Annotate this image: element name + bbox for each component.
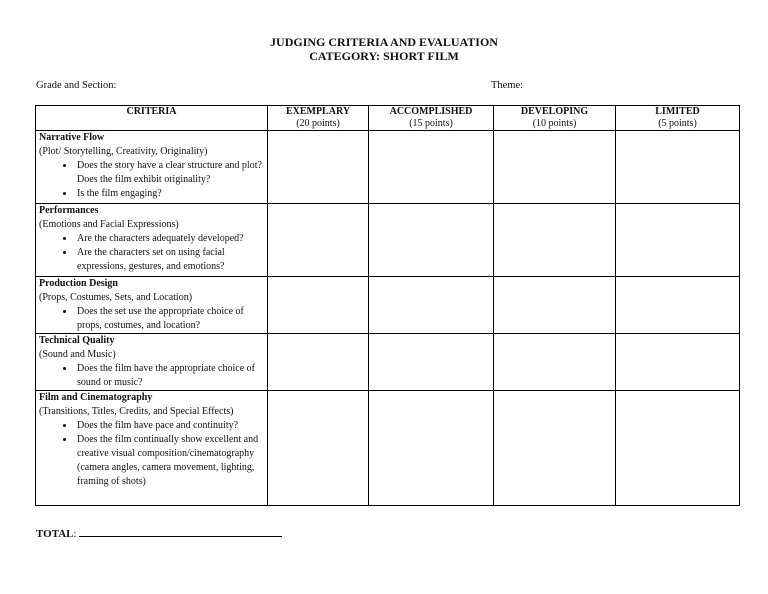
header-developing: DEVELOPING (10 points) bbox=[494, 106, 616, 131]
criteria-subtitle: (Props, Costumes, Sets, and Location) bbox=[39, 292, 193, 303]
score-cell-accomplished[interactable] bbox=[369, 391, 494, 506]
criteria-subtitle: (Sound and Music) bbox=[39, 349, 116, 360]
table-row bbox=[36, 277, 740, 334]
score-cell-limited[interactable] bbox=[616, 131, 740, 204]
criteria-subtitle: (Emotions and Facial Expressions) bbox=[39, 219, 179, 230]
criteria-question: • Are the characters set on using facial expressions, gestures, and emotions? bbox=[75, 246, 264, 274]
criteria-cell bbox=[36, 277, 268, 334]
score-cell-exemplary[interactable] bbox=[268, 131, 369, 204]
header-accomplished: ACCOMPLISHED (15 points) bbox=[369, 106, 494, 131]
score-cell-accomplished[interactable] bbox=[369, 131, 494, 204]
criteria-question: • Does the film have the appropriate choice of sound or music? bbox=[75, 362, 264, 390]
score-cell-exemplary[interactable] bbox=[268, 277, 369, 334]
score-cell-developing[interactable] bbox=[494, 131, 616, 204]
title-line-2: CATEGORY: SHORT FILM bbox=[309, 49, 459, 63]
criteria-cell bbox=[36, 131, 268, 204]
table-row bbox=[36, 131, 740, 204]
score-cell-exemplary[interactable] bbox=[268, 204, 369, 277]
grade-section-label: Grade and Section: bbox=[36, 80, 117, 91]
header-row bbox=[36, 106, 740, 131]
header-exemplary: EXEMPLARY (20 points) bbox=[268, 106, 369, 131]
criteria-subtitle: (Transitions, Titles, Credits, and Special Effects) bbox=[39, 406, 234, 417]
score-cell-exemplary[interactable] bbox=[268, 391, 369, 506]
header-criteria: CRITERIA bbox=[36, 106, 268, 131]
score-cell-developing[interactable] bbox=[494, 204, 616, 277]
criteria-question: • Does the story have a clear structure and plot? Does the film exhibit originality? bbox=[75, 159, 264, 187]
table-row bbox=[36, 204, 740, 277]
criteria-cell bbox=[36, 334, 268, 391]
criteria-question: • Does the film continually show excellent and creative visual composition/cinematography (camera angles, camera movement, lighting, framing of shots) bbox=[75, 433, 264, 489]
score-cell-limited[interactable] bbox=[616, 334, 740, 391]
total-field bbox=[36, 526, 282, 540]
header-limited: LIMITED (5 points) bbox=[616, 106, 740, 131]
rubric-table bbox=[35, 105, 740, 506]
score-cell-accomplished[interactable] bbox=[369, 334, 494, 391]
criteria-cell bbox=[36, 204, 268, 277]
criteria-name: Film and Cinematography bbox=[39, 392, 153, 403]
total-colon: : bbox=[73, 528, 77, 540]
criteria-subtitle: (Plot/ Storytelling, Creativity, Originality) bbox=[39, 146, 208, 157]
criteria-question: • Are the characters adequately developed? bbox=[75, 232, 264, 246]
criteria-name: Performances bbox=[39, 205, 99, 216]
criteria-question: • Is the film engaging? bbox=[75, 187, 264, 201]
score-cell-limited[interactable] bbox=[616, 204, 740, 277]
score-cell-developing[interactable] bbox=[494, 334, 616, 391]
theme-label: Theme: bbox=[491, 80, 524, 91]
score-cell-developing[interactable] bbox=[494, 277, 616, 334]
score-cell-limited[interactable] bbox=[616, 391, 740, 506]
criteria-question: • Does the film have pace and continuity? bbox=[75, 419, 264, 433]
score-cell-accomplished[interactable] bbox=[369, 277, 494, 334]
score-cell-accomplished[interactable] bbox=[369, 204, 494, 277]
criteria-cell bbox=[36, 391, 268, 506]
score-cell-developing[interactable] bbox=[494, 391, 616, 506]
criteria-name: Narrative Flow bbox=[39, 132, 105, 143]
document-title bbox=[0, 35, 768, 63]
criteria-name: Technical Quality bbox=[39, 335, 115, 346]
title-line-1: JUDGING CRITERIA AND EVALUATION bbox=[270, 35, 498, 49]
criteria-question: • Does the set use the appropriate choice of props, costumes, and location? bbox=[75, 305, 264, 333]
total-label: TOTAL bbox=[36, 528, 74, 540]
score-cell-limited[interactable] bbox=[616, 277, 740, 334]
table-row bbox=[36, 334, 740, 391]
criteria-name: Production Design bbox=[39, 278, 118, 289]
table-row bbox=[36, 391, 740, 506]
score-cell-exemplary[interactable] bbox=[268, 334, 369, 391]
total-blank-line[interactable] bbox=[79, 526, 282, 537]
